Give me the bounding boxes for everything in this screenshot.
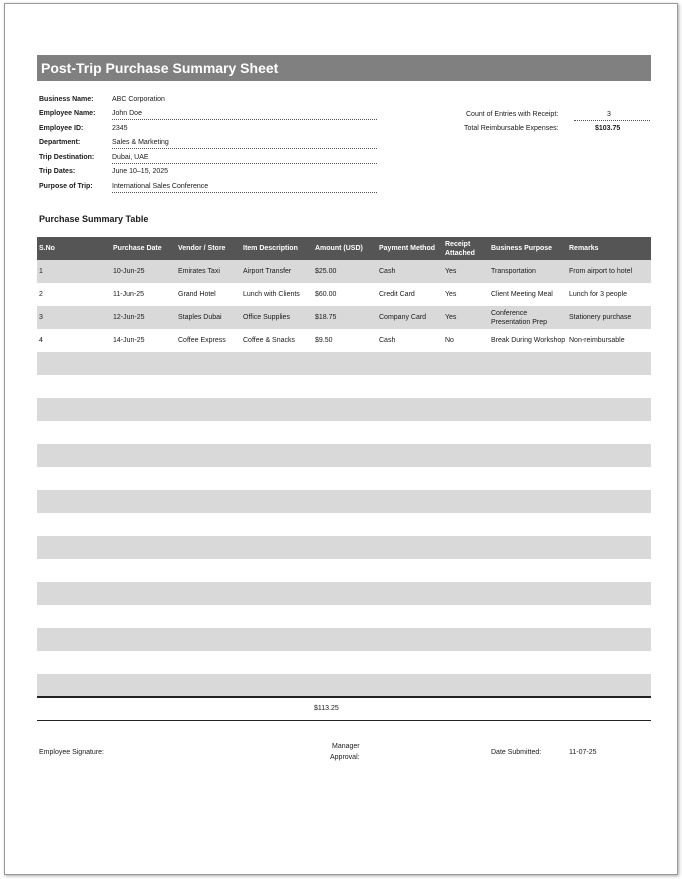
cell-payment-method: Cash xyxy=(377,260,443,283)
cell-empty xyxy=(241,467,313,490)
table-row-blank xyxy=(37,398,651,421)
cell-empty xyxy=(176,398,241,421)
col-header-item-description: Item Description xyxy=(241,237,313,260)
cell-empty xyxy=(377,513,443,536)
cell-amount: $9.50 xyxy=(313,329,377,352)
col-header-business-purpose: Business Purpose xyxy=(489,237,567,260)
cell-empty xyxy=(313,674,377,697)
cell-empty xyxy=(313,536,377,559)
cell-empty xyxy=(111,490,176,513)
table-row xyxy=(37,306,651,329)
business-name-label: Business Name: xyxy=(39,96,94,103)
cell-business-purpose: Conference Presentation Prep xyxy=(489,306,567,329)
cell-empty xyxy=(111,628,176,651)
cell-empty xyxy=(567,375,651,398)
trip-destination-label: Trip Destination: xyxy=(39,154,95,161)
cell-empty xyxy=(241,352,313,375)
cell-empty xyxy=(37,444,111,467)
cell-empty xyxy=(313,398,377,421)
col-header-purchase-date: Purchase Date xyxy=(111,237,176,260)
cell-empty xyxy=(241,421,313,444)
trip-dates-label: Trip Dates: xyxy=(39,168,76,175)
trip-purpose-label: Purpose of Trip: xyxy=(39,183,93,190)
cell-empty xyxy=(313,651,377,674)
col-header-payment-method: Payment Method xyxy=(377,237,443,260)
cell-empty xyxy=(443,352,489,375)
cell-empty xyxy=(37,467,111,490)
cell-empty xyxy=(443,490,489,513)
cell-purchase-date: 11-Jun-25 xyxy=(111,283,176,306)
cell-empty xyxy=(241,398,313,421)
cell-empty xyxy=(313,582,377,605)
cell-receipt-attached: Yes xyxy=(443,306,489,329)
cell-empty xyxy=(567,536,651,559)
cell-empty xyxy=(111,536,176,559)
cell-empty xyxy=(489,651,567,674)
receipt-count-value: 3 xyxy=(607,111,611,118)
total-amount: $113.25 xyxy=(314,705,339,712)
cell-empty xyxy=(241,490,313,513)
cell-empty xyxy=(176,421,241,444)
cell-empty xyxy=(313,421,377,444)
table-row-blank xyxy=(37,375,651,398)
cell-purchase-date: 10-Jun-25 xyxy=(111,260,176,283)
cell-vendor: Emirates Taxi xyxy=(176,260,241,283)
cell-item-description: Airport Transfer xyxy=(241,260,313,283)
cell-payment-method: Credit Card xyxy=(377,283,443,306)
cell-empty xyxy=(111,375,176,398)
cell-empty xyxy=(37,628,111,651)
cell-empty xyxy=(567,513,651,536)
cell-empty xyxy=(443,559,489,582)
cell-empty xyxy=(489,628,567,651)
table-row-blank xyxy=(37,421,651,444)
cell-amount: $60.00 xyxy=(313,283,377,306)
table-row-blank xyxy=(37,490,651,513)
manager-approval-label-line2: Approval: xyxy=(330,754,360,761)
table-row xyxy=(37,283,651,306)
cell-empty xyxy=(241,559,313,582)
cell-empty xyxy=(313,444,377,467)
cell-business-purpose: Transportation xyxy=(489,260,567,283)
cell-empty xyxy=(443,651,489,674)
cell-empty xyxy=(111,467,176,490)
cell-empty xyxy=(176,490,241,513)
table-row-blank xyxy=(37,444,651,467)
cell-empty xyxy=(377,536,443,559)
cell-purchase-date: 12-Jun-25 xyxy=(111,306,176,329)
cell-empty xyxy=(489,559,567,582)
cell-purchase-date: 14-Jun-25 xyxy=(111,329,176,352)
cell-empty xyxy=(37,651,111,674)
cell-amount: $25.00 xyxy=(313,260,377,283)
cell-empty xyxy=(176,559,241,582)
cell-empty xyxy=(489,467,567,490)
cell-empty xyxy=(111,444,176,467)
cell-empty xyxy=(567,559,651,582)
cell-empty xyxy=(443,467,489,490)
table-row-blank xyxy=(37,605,651,628)
cell-empty xyxy=(443,536,489,559)
employee-signature-label: Employee Signature: xyxy=(39,749,104,756)
department-label: Department: xyxy=(39,139,81,146)
col-header-sno: S.No xyxy=(37,237,111,260)
table-row-blank xyxy=(37,674,651,697)
cell-sno: 3 xyxy=(37,306,111,329)
cell-empty xyxy=(489,444,567,467)
cell-empty xyxy=(489,375,567,398)
cell-empty xyxy=(443,375,489,398)
cell-empty xyxy=(567,490,651,513)
cell-empty xyxy=(567,444,651,467)
cell-empty xyxy=(176,651,241,674)
cell-remarks: Stationery purchase xyxy=(567,306,651,329)
col-header-amount: Amount (USD) xyxy=(313,237,377,260)
table-row-blank xyxy=(37,651,651,674)
table-total-row xyxy=(37,696,651,721)
cell-empty xyxy=(176,674,241,697)
cell-empty xyxy=(377,674,443,697)
cell-empty xyxy=(313,605,377,628)
cell-empty xyxy=(176,605,241,628)
cell-empty xyxy=(176,536,241,559)
cell-empty xyxy=(37,352,111,375)
trip-purpose-value: International Sales Conference xyxy=(112,182,377,193)
employee-id-label: Employee ID: xyxy=(39,125,84,132)
cell-empty xyxy=(489,536,567,559)
cell-empty xyxy=(489,513,567,536)
cell-empty xyxy=(443,398,489,421)
cell-empty xyxy=(377,490,443,513)
cell-item-description: Office Supplies xyxy=(241,306,313,329)
table-row xyxy=(37,260,651,283)
cell-empty xyxy=(241,605,313,628)
cell-empty xyxy=(37,582,111,605)
cell-empty xyxy=(567,352,651,375)
cell-empty xyxy=(443,582,489,605)
cell-receipt-attached: No xyxy=(443,329,489,352)
cell-empty xyxy=(489,674,567,697)
cell-empty xyxy=(241,628,313,651)
cell-empty xyxy=(377,651,443,674)
cell-empty xyxy=(111,421,176,444)
cell-amount: $18.75 xyxy=(313,306,377,329)
cell-empty xyxy=(313,467,377,490)
cell-empty xyxy=(489,398,567,421)
cell-empty xyxy=(377,444,443,467)
cell-empty xyxy=(313,490,377,513)
cell-empty xyxy=(111,651,176,674)
cell-empty xyxy=(567,651,651,674)
table-section-title: Purchase Summary Table xyxy=(39,214,149,224)
cell-empty xyxy=(37,513,111,536)
cell-empty xyxy=(377,421,443,444)
col-header-remarks: Remarks xyxy=(567,237,651,260)
col-header-vendor: Vendor / Store xyxy=(176,237,241,260)
business-name-value: ABC Corporation xyxy=(112,96,165,103)
cell-vendor: Staples Dubai xyxy=(176,306,241,329)
cell-empty xyxy=(377,352,443,375)
cell-empty xyxy=(241,375,313,398)
cell-empty xyxy=(313,352,377,375)
cell-vendor: Grand Hotel xyxy=(176,283,241,306)
cell-empty xyxy=(37,605,111,628)
cell-empty xyxy=(567,582,651,605)
cell-empty xyxy=(489,352,567,375)
employee-id-value: 2345 xyxy=(112,125,128,132)
cell-empty xyxy=(241,444,313,467)
cell-empty xyxy=(377,467,443,490)
table-row-blank xyxy=(37,352,651,375)
cell-empty xyxy=(37,559,111,582)
table-row xyxy=(37,329,651,352)
cell-sno: 2 xyxy=(37,283,111,306)
cell-empty xyxy=(567,421,651,444)
cell-empty xyxy=(443,605,489,628)
cell-empty xyxy=(377,582,443,605)
cell-empty xyxy=(489,605,567,628)
cell-empty xyxy=(111,559,176,582)
reimbursable-value: $103.75 xyxy=(595,125,621,132)
cell-empty xyxy=(241,582,313,605)
cell-empty xyxy=(176,628,241,651)
cell-empty xyxy=(37,536,111,559)
col-header-receipt-attached: Receipt Attached xyxy=(443,237,489,260)
cell-empty xyxy=(313,375,377,398)
cell-empty xyxy=(176,582,241,605)
sheet-title: Post-Trip Purchase Summary Sheet xyxy=(37,55,651,81)
cell-empty xyxy=(567,674,651,697)
table-row-blank xyxy=(37,536,651,559)
cell-empty xyxy=(567,605,651,628)
receipt-count-line xyxy=(574,110,650,121)
cell-sno: 1 xyxy=(37,260,111,283)
date-submitted-label: Date Submitted: xyxy=(491,749,542,756)
cell-empty xyxy=(443,628,489,651)
table-row-blank xyxy=(37,513,651,536)
cell-empty xyxy=(37,490,111,513)
cell-empty xyxy=(176,467,241,490)
cell-empty xyxy=(241,536,313,559)
cell-empty xyxy=(489,421,567,444)
cell-business-purpose: Client Meeting Meal xyxy=(489,283,567,306)
cell-empty xyxy=(377,605,443,628)
cell-empty xyxy=(489,582,567,605)
cell-empty xyxy=(313,628,377,651)
cell-empty xyxy=(241,651,313,674)
cell-empty xyxy=(111,352,176,375)
receipt-count-label: Count of Entries with Receipt: xyxy=(466,111,559,118)
cell-receipt-attached: Yes xyxy=(443,283,489,306)
cell-empty xyxy=(241,674,313,697)
cell-empty xyxy=(111,605,176,628)
cell-vendor: Coffee Express xyxy=(176,329,241,352)
cell-payment-method: Cash xyxy=(377,329,443,352)
table-row-blank xyxy=(37,628,651,651)
cell-empty xyxy=(176,444,241,467)
trip-dates-value: June 10–15, 2025 xyxy=(112,168,169,175)
cell-empty xyxy=(377,375,443,398)
cell-empty xyxy=(313,513,377,536)
employee-name-label: Employee Name: xyxy=(39,110,96,117)
department-value: Sales & Marketing xyxy=(112,138,377,149)
cell-empty xyxy=(176,352,241,375)
cell-remarks: Lunch for 3 people xyxy=(567,283,651,306)
cell-business-purpose: Break During Workshop xyxy=(489,329,567,352)
cell-empty xyxy=(111,398,176,421)
trip-destination-value: Dubai, UAE xyxy=(112,153,377,164)
cell-sno: 4 xyxy=(37,329,111,352)
cell-empty xyxy=(37,398,111,421)
cell-empty xyxy=(443,444,489,467)
cell-empty xyxy=(377,398,443,421)
cell-item-description: Coffee & Snacks xyxy=(241,329,313,352)
cell-receipt-attached: Yes xyxy=(443,260,489,283)
cell-empty xyxy=(313,559,377,582)
table-header-row xyxy=(37,237,651,260)
manager-approval-label-line1: Manager xyxy=(332,743,360,750)
cell-empty xyxy=(567,398,651,421)
table-row-blank xyxy=(37,467,651,490)
cell-empty xyxy=(176,513,241,536)
date-submitted-value: 11-07-25 xyxy=(569,749,597,756)
cell-payment-method: Company Card xyxy=(377,306,443,329)
cell-empty xyxy=(37,375,111,398)
cell-empty xyxy=(111,513,176,536)
reimbursable-label: Total Reimbursable Expenses: xyxy=(464,125,559,132)
cell-empty xyxy=(567,628,651,651)
cell-empty xyxy=(37,421,111,444)
employee-name-value: John Doe xyxy=(112,109,377,120)
cell-empty xyxy=(489,490,567,513)
cell-empty xyxy=(443,513,489,536)
cell-empty xyxy=(377,559,443,582)
cell-remarks: Non-reimbursable xyxy=(567,329,651,352)
cell-remarks: From airport to hotel xyxy=(567,260,651,283)
table-row-blank xyxy=(37,582,651,605)
cell-empty xyxy=(176,375,241,398)
purchase-summary-table xyxy=(37,237,651,697)
cell-empty xyxy=(37,674,111,697)
cell-empty xyxy=(111,582,176,605)
cell-empty xyxy=(443,674,489,697)
cell-item-description: Lunch with Clients xyxy=(241,283,313,306)
cell-empty xyxy=(377,628,443,651)
cell-empty xyxy=(241,513,313,536)
table-row-blank xyxy=(37,559,651,582)
cell-empty xyxy=(443,421,489,444)
cell-empty xyxy=(111,674,176,697)
cell-empty xyxy=(567,467,651,490)
